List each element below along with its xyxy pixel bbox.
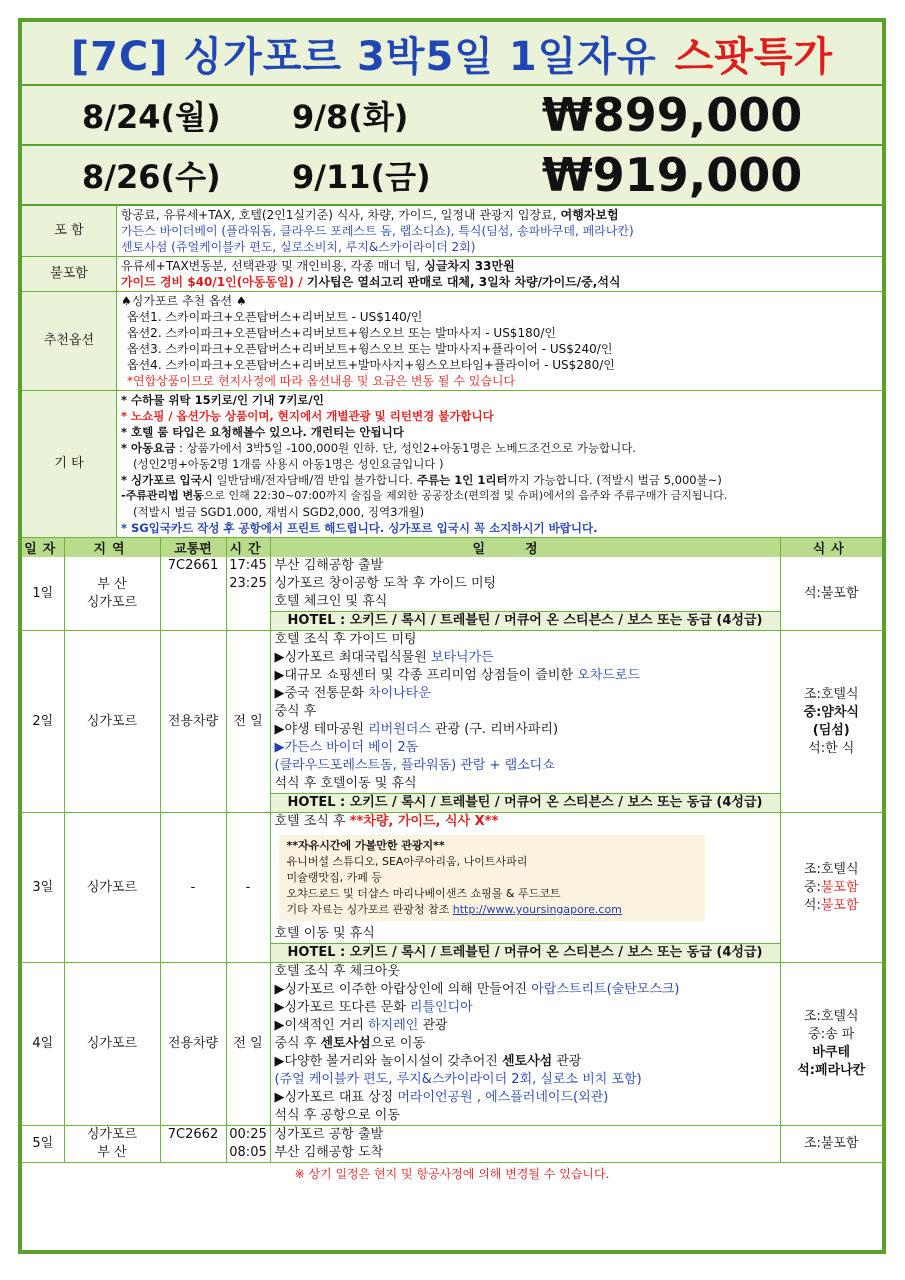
region: 싱가포르: [64, 963, 160, 1126]
day-row: [22, 557, 882, 631]
day-number: 3일: [22, 813, 64, 963]
include-insurance: 여행자보험: [556, 208, 619, 222]
etc-label-child: * 아동요금: [121, 441, 176, 455]
meal-item: 중:송 파: [808, 1027, 855, 1042]
hotel-line: HOTEL : 오키드 / 록시 / 트레블틴 / 머큐어 온 스티븐스 / 보스 또는 동급 (4성급): [271, 793, 780, 812]
day-row: [22, 813, 882, 963]
free-time-item: 미슐랭맛집, 카페 등: [286, 871, 382, 884]
include-content: [117, 206, 883, 257]
attraction-name: 아랍스트리트(술탄모스크): [531, 982, 680, 997]
etc-line: 일반담배/전자담배/껌 반입 불가합니다.: [212, 473, 413, 487]
meal: 조:불포함: [780, 1126, 882, 1163]
etc-line: * SG입국카드 작성 후 공항에서 프린트 해드립니다. 싱가포르 입국시 꼭 소지하시기 바랍니다.: [121, 521, 598, 535]
flight: 7C2662: [160, 1126, 226, 1163]
option-item: 옵션3. 스카이파크+오픈탑버스+리버보트+윙스오브 또는 발마사지+플라이어 - US$240/인: [127, 342, 613, 356]
attraction-name: 보타닉가든: [430, 650, 494, 665]
etc-label-entry: * 싱가포르 입국시: [121, 473, 213, 487]
itinerary-item: ▶가든스 바이더 베이 2돔: [274, 740, 419, 755]
itinerary-item: [275, 1053, 780, 1071]
single-charge: 싱글차지 33만원: [420, 259, 515, 273]
info-table: [22, 206, 882, 538]
departure-date: 8/24(월): [82, 98, 221, 136]
etc-content: [117, 391, 883, 538]
itinerary: [270, 813, 780, 963]
itinerary-item: 호텔 이동 및 휴식: [274, 926, 375, 941]
meal-item: [781, 897, 883, 915]
itinerary-text: 으로 이동: [370, 1036, 426, 1051]
attraction-name: 리틀인디아: [409, 1000, 473, 1015]
option-item: 옵션1. 스카이파크+오픈탑버스+리버보트 - US$140/인: [127, 310, 423, 324]
etc-line: 으로 인해 22:30~07:00까지 술집을 제외한 공공장소(편의점 및 슈퍼)에서의 음주와 주류구매가 금지됩니다.: [203, 489, 728, 502]
meal-item: [781, 879, 883, 897]
time-value: 23:25: [229, 576, 267, 591]
itinerary-item: [275, 981, 780, 999]
itinerary-item: [271, 649, 780, 667]
itinerary-item: 중식 후: [274, 704, 317, 719]
etc-line: (적발시 벌금 SGD1.000, 재범시 SGD2,000, 징역3개월): [133, 505, 425, 519]
meal-value: 불포함: [820, 897, 859, 913]
etc-line: : 상품가에서 3박5일 -100,000원 인하. 단, 성인2+아동1명은 노베드조건으로 가능합니다.: [175, 441, 636, 455]
time: -: [226, 813, 270, 963]
etc-row: [22, 391, 882, 538]
title-main: [7C] 싱가포르 3박5일 1일자유: [70, 33, 657, 80]
page-title: [22, 22, 882, 86]
region: [64, 557, 160, 631]
itinerary-text: ▶대규모 쇼핑센터 및 각종 프리미엄 상점들이 즐비한: [274, 668, 578, 683]
free-day-note: **차량, 가이드, 식사 X**: [349, 814, 499, 829]
etc-label-liquor: -주류관리법 변동: [121, 489, 204, 502]
option-item: 옵션4. 스카이파크+오픈탑버스+리버보트+발마사지+윙스오브타임+플라이어 - US$280/인: [127, 358, 615, 372]
etc-label: 기 타: [22, 391, 117, 538]
meal-item: 석:페라나칸: [797, 1063, 866, 1078]
itinerary-item: 호텔 조식 후 체크아웃: [274, 964, 400, 979]
itinerary-text: 관광 (구. 리버사파리): [430, 722, 559, 737]
etc-line: * 호텔 룸 타입은 요청해볼수 있으나. 개런티는 안됩니다: [121, 425, 404, 439]
options-note: *연합상품이므로 현지사정에 따라 옵션내용 및 요금은 변동 될 수 있습니다: [127, 374, 516, 388]
day-row: [22, 1126, 882, 1163]
itinerary-text: ▶중국 전통문화: [274, 686, 369, 701]
attraction-name: 머라이언공원 , 에스플러네이드(외관): [397, 1090, 609, 1105]
day-number: 4일: [22, 963, 64, 1126]
itinerary-item: 부산 김해공항 도착: [274, 1145, 384, 1160]
col-day: 일자: [22, 538, 64, 557]
attraction-name: 센토사섬: [501, 1054, 553, 1069]
meal-item: 중:얌차식: [803, 704, 859, 720]
attraction-name: 리버원더스: [368, 722, 431, 737]
meal-item: 조:호텔식: [803, 686, 859, 702]
etc-line: * 수하물 위탁 15키로/인 기내 7키로/인: [121, 393, 324, 407]
itinerary-text: ▶다양한 볼거리와 놀이시설이 갖추어진: [274, 1054, 502, 1069]
guide-fee: 가이드 경비 $40/1인(아동동일) /: [121, 275, 303, 289]
region-name: 부 산: [97, 1145, 127, 1160]
schedule-header: [22, 538, 882, 557]
itinerary-text: ▶이색적인 거리: [274, 1018, 369, 1033]
exclude-content: [117, 257, 883, 292]
day-number: 5일: [22, 1126, 64, 1163]
itinerary-item: 싱가포르 공항 출발: [274, 1127, 384, 1142]
tourism-link[interactable]: http://www.yoursingapore.com: [452, 903, 622, 916]
region: [64, 1126, 160, 1163]
col-transport: 교통편: [160, 538, 226, 557]
departure-date: 9/8(화): [292, 98, 409, 136]
region: 싱가포르: [64, 631, 160, 813]
itinerary-item: (클라우드포레스트돔, 플라워돔) 관람 + 랩소디쇼: [274, 758, 555, 773]
price: ₩919,000: [542, 148, 803, 202]
transport: 전용차량: [160, 631, 226, 813]
itinerary-text: 관광: [418, 1018, 448, 1033]
col-itinerary: 일정: [270, 538, 780, 557]
meal-item: 조:호텔식: [803, 1009, 859, 1024]
itinerary-item: [275, 999, 780, 1017]
meal-item: 바쿠테: [812, 1045, 851, 1060]
departure-date: 9/11(금): [292, 158, 431, 196]
itinerary-item: [271, 667, 780, 685]
etc-line: * 노쇼핑 / 옵션가능 상품이며, 현지에서 개별관광 및 리턴변경 불가합니다: [121, 409, 494, 423]
footer-note: ※ 상기 일정은 현지 및 항공사정에 의해 변경될 수 있습니다.: [294, 1167, 610, 1181]
itinerary-item: [275, 1035, 780, 1053]
attraction-name: 센토사섬: [320, 1036, 371, 1051]
time: 전 일: [226, 631, 270, 813]
price-row: [22, 86, 882, 146]
exclude-line: 기사팁은 열쇠고리 판매로 대체, 3일차 차량/가이드/중,석식: [302, 275, 621, 289]
itinerary-item: 부산 김해공항 출발: [274, 558, 384, 573]
itinerary: [270, 963, 780, 1126]
include-line: 가든스 바이더베이 (플라워돔, 클라우드 포레스트 돔, 랩소디쇼), 특식(딤섬, 송파바쿠데, 페라나칸): [121, 224, 634, 238]
itinerary-text: 중식 후: [274, 1036, 321, 1051]
attraction-name: 오차드로드: [577, 668, 640, 683]
time: [226, 1126, 270, 1163]
itinerary-text: ▶싱가포르 대표 상징: [274, 1090, 398, 1105]
meal: [780, 631, 882, 813]
option-item: 옵션2. 스카이파크+오픈탑버스+리버보트+윙스오브 또는 발마사지 - US$180/인: [127, 326, 556, 340]
options-row: [22, 292, 882, 391]
free-time-box: [279, 835, 705, 921]
itinerary-item: (쥬얼 케이블카 편도, 루지&스카이라이더 2회, 실로소 비치 포함): [274, 1072, 642, 1087]
itinerary-item: 싱가포르 창이공항 도착 후 가이드 미팅: [274, 576, 497, 591]
options-heading: ♠싱가포르 추천 옵션 ♠: [121, 294, 247, 308]
itinerary: [270, 631, 780, 813]
itinerary-item: [271, 813, 780, 831]
free-time-text: 기타 자료는 싱가포르 관광청 참조: [286, 903, 453, 916]
price-row: [22, 146, 882, 206]
title-highlight: 스팟특가: [674, 33, 834, 80]
etc-liquor-limit: 주류는 1인 1리터: [412, 473, 508, 487]
region-name: 싱가포르: [86, 1127, 138, 1142]
exclude-row: [22, 257, 882, 292]
hotel-line: HOTEL : 오키드 / 록시 / 트레블틴 / 머큐어 온 스티븐스 / 보스 또는 동급 (4성급): [271, 611, 780, 630]
options-label: 추천옵션: [22, 292, 117, 391]
col-region: 지역: [64, 538, 160, 557]
free-time-title: **자유시간에 가볼만한 관광지**: [286, 839, 445, 852]
itinerary-item: [275, 1017, 780, 1035]
include-line: 센토사섬 (쥬얼케이블카 편도, 실로소비치, 루지&스카이라이더 2회): [121, 240, 476, 254]
exclude-label: 불포함: [22, 257, 117, 292]
region-name: 부 산: [97, 576, 127, 592]
meal-item: 조:호텔식: [803, 861, 859, 877]
meal-label: 석:: [803, 897, 821, 913]
meal: [780, 963, 882, 1126]
time: [226, 557, 270, 631]
meal-item: (딤섬): [812, 722, 850, 738]
attraction-name: 차이나타운: [368, 686, 431, 701]
meal: [780, 813, 882, 963]
itinerary-item: [275, 1089, 780, 1107]
col-time: 시간: [226, 538, 270, 557]
itinerary: [270, 557, 780, 631]
etc-line: 까지 가능합니다. (적발시 벌금 5,000불~): [507, 473, 722, 487]
itinerary-item: 호텔 체크인 및 휴식: [274, 594, 388, 609]
itinerary-item: 호텔 조식 후 가이드 미팅: [274, 632, 417, 647]
exclude-line: 유류세+TAX변동분, 선택관광 및 개인비용, 각종 매너 팁,: [121, 259, 421, 273]
itinerary: [270, 1126, 780, 1163]
day-number: 1일: [22, 557, 64, 631]
region-name: 싱가포르: [86, 594, 138, 610]
etc-line: (성인2명+아동2명 1개룸 사용시 아동1명은 성인요금입니다 ): [133, 457, 444, 471]
day-row: [22, 963, 882, 1126]
itinerary-text: ▶야생 테마공원: [274, 722, 369, 737]
meal: 석:불포함: [780, 557, 882, 631]
itinerary-text: ▶싱가포르 또다른 문화: [274, 1000, 410, 1015]
itinerary-item: 석식 후 호텔이동 및 휴식: [274, 776, 417, 791]
itinerary-item: [271, 685, 780, 703]
time-value: 00:25: [229, 1127, 267, 1142]
free-time-item: 오챠드로드 및 더샵스 마리나베이샌즈 쇼핑몰 & 푸드코트: [286, 887, 561, 900]
itinerary-item: 석식 후 공항으로 이동: [274, 1108, 400, 1123]
transport: 전용차량: [160, 963, 226, 1126]
itinerary-item: [271, 721, 780, 739]
day-number: 2일: [22, 631, 64, 813]
meal-item: 석:한 식: [808, 740, 855, 756]
free-time-item: [287, 902, 697, 918]
flight: 7C2661: [160, 557, 226, 631]
schedule-table: [22, 538, 882, 1163]
col-meal: 식사: [780, 538, 882, 557]
time-value: 08:05: [229, 1145, 267, 1160]
itinerary-text: 호텔 조식 후: [274, 814, 350, 829]
itinerary-text: ▶싱가포르 최대국립식물원: [274, 650, 431, 665]
include-label: 포 함: [22, 206, 117, 257]
include-line: 항공료, 유류세+TAX, 호텔(2인1실기준) 식사, 차량, 가이드, 일정내 관광지 입장료,: [121, 208, 557, 222]
transport: -: [160, 813, 226, 963]
itinerary-text: ▶싱가포르 이주한 아랍상인에 의해 만들어진: [274, 982, 532, 997]
departure-date: 8/26(수): [82, 158, 221, 196]
time-value: 17:45: [229, 558, 267, 573]
time: 전 일: [226, 963, 270, 1126]
day-row: [22, 631, 882, 813]
itinerary-text: 관광: [552, 1054, 582, 1069]
region: 싱가포르: [64, 813, 160, 963]
hotel-line: HOTEL : 오키드 / 록시 / 트레블틴 / 머큐어 온 스티븐스 / 보스 또는 동급 (4성급): [271, 943, 780, 962]
price: ₩899,000: [542, 88, 803, 142]
free-time-item: 유니버셜 스튜디오, SEA아쿠아리움, 나이트사파리: [286, 855, 528, 868]
options-content: [117, 292, 883, 391]
meal-label: 중:: [803, 879, 821, 895]
meal-value: 불포함: [820, 879, 859, 895]
include-row: [22, 206, 882, 257]
attraction-name: 하지레인: [368, 1018, 419, 1033]
itinerary-sheet: [18, 18, 886, 1254]
